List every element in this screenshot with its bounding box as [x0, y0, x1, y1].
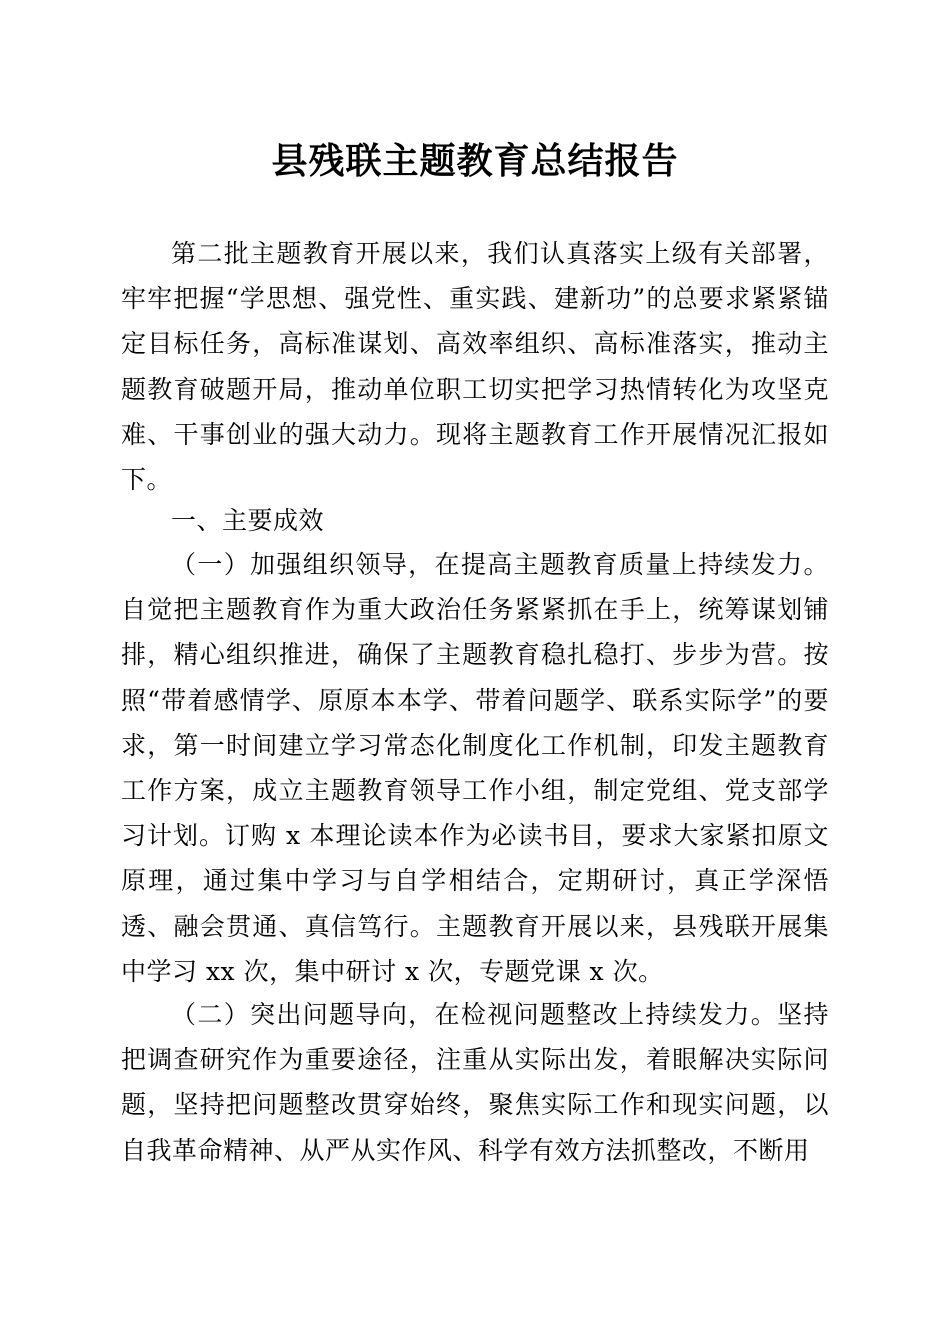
subsection-1-paragraph — [121, 542, 829, 994]
section-heading-main-results: 一、主要成效 — [171, 506, 325, 535]
subsection-1-body: 自觉把主题教育作为重大政治任务紧紧抓在手上，统筹谋划铺排，精心组织推进，确保了主题教育稳扎稳打、步步为营。按照“带着感情学、原原本本学、带着问题学、联系实际学”的要求，第一时间建立学习常态化制度化工作机制，印发主题教育工作方案，成立主题教育领导工作小组，制定党组、党支部学习计划。订购 x 本理论读本作为必读书目，要求大家紧扣原文原理，通过集中学习与自学相结合，定期研讨，真正学深悟透、融会贯通、真信笃行。主题教育开展以来，县残联开展集中学习 xx 次，集中研讨 x 次，专题党课 x 次。 — [121, 595, 829, 986]
subsection-2-heading: （二）突出问题导向，在检视问题整改上持续发力。 — [171, 1000, 778, 1029]
document-title: 县残联主题教育总结报告 — [271, 140, 679, 182]
subsection-1-heading: （一）加强组织领导，在提高主题教育质量上持续发力。 — [171, 550, 829, 579]
subsection-2-paragraph — [121, 992, 829, 1173]
intro-paragraph: 第二批主题教育开展以来，我们认真落实上级有关部署，牢牢把握“学思想、强党性、重实践、建新功”的总要求紧紧锚定目标任务，高标准谋划、高效率组织、高标准落实，推动主题教育破题开局，推动单位职工切实把学习热情转化为攻坚克难、干事创业的强大动力。现将主题教育工作开展情况汇报如下。 — [121, 239, 829, 495]
subsection-2-body: 坚持把调查研究作为重要途径，注重从实际出发，着眼解决实际问题，坚持把问题整改贯穿始终，聚焦实际工作和现实问题，以自我革命精神、从严从实作风、科学有效方法抓整改，不断用 — [121, 1000, 829, 1165]
